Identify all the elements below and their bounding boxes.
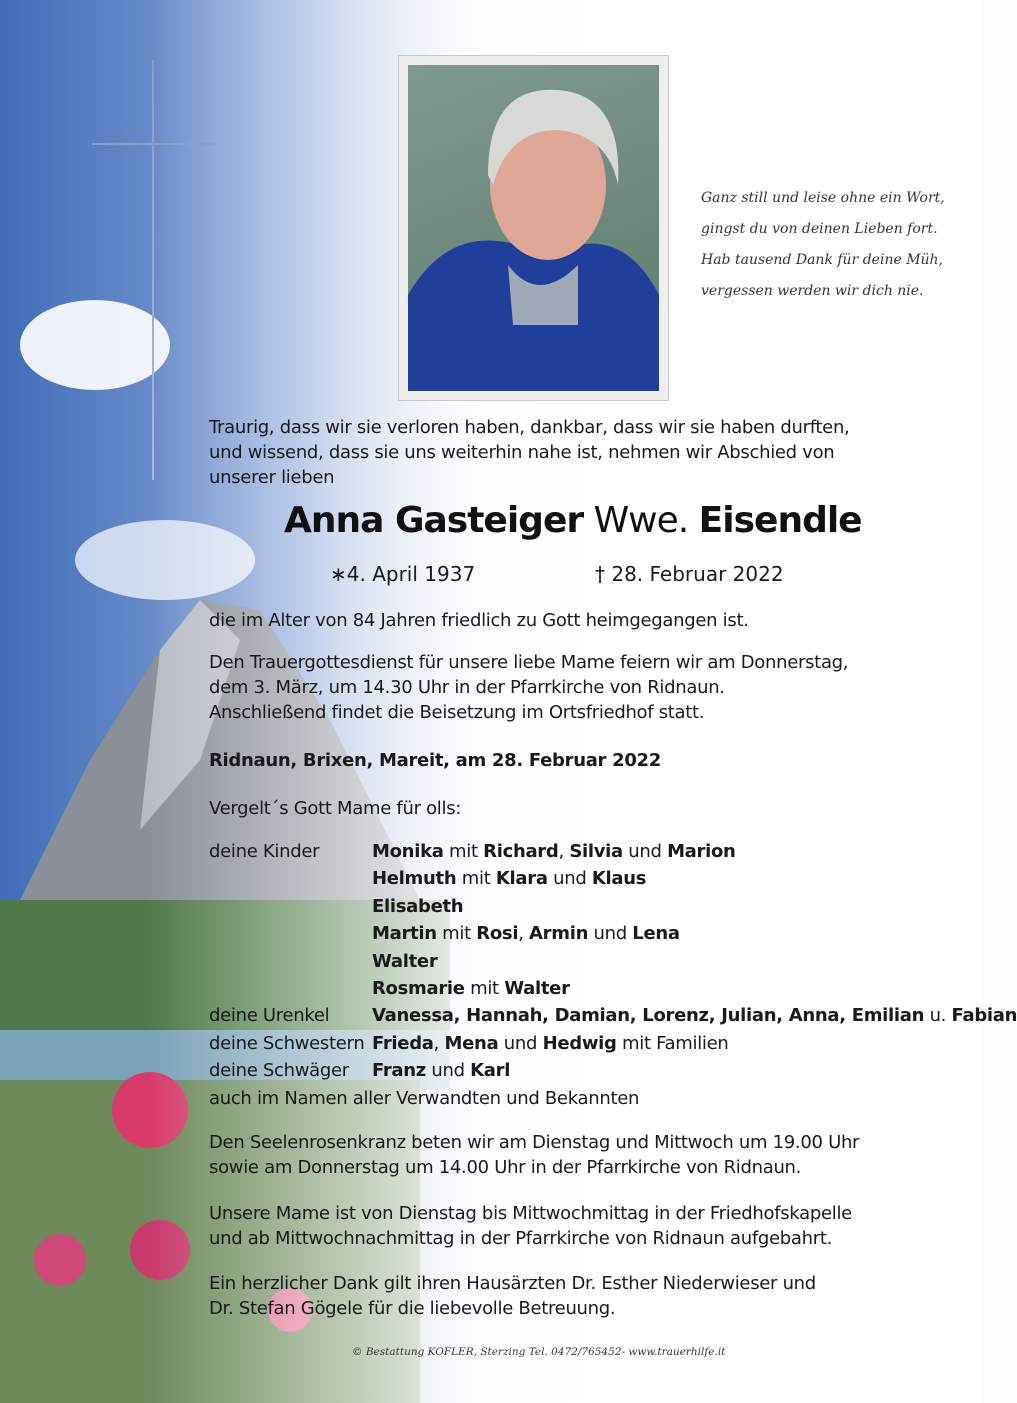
family-member-name: Walter: [372, 950, 438, 972]
portrait-photo-frame: [398, 55, 669, 401]
connector-text: und: [622, 841, 668, 862]
connector-text: mit: [443, 841, 484, 862]
family-row: [209, 1085, 1017, 1112]
family-member-name: Martin: [372, 923, 437, 945]
text-line: Den Seelenrosenkranz beten wir am Dienstag und Mittwoch um 19.00 Uhr: [209, 1132, 860, 1153]
connector-text: mit: [436, 923, 477, 945]
connector-text: und: [547, 868, 592, 890]
funeral-home-footer: © Bestattung KOFLER, Sterzing Tel. 0472/765452- www.trauerhilfe.it: [352, 1346, 726, 1358]
connector-text: ,: [558, 841, 570, 862]
family-row: [209, 1002, 1017, 1029]
text-line: Unsere Mame ist von Dienstag bis Mittwochmittag in der Friedhofskapelle: [209, 1203, 852, 1224]
family-member-name: Karl: [470, 1060, 511, 1082]
family-names: [372, 838, 736, 865]
poem-line: Ganz still und leise ohne ein Wort,: [701, 190, 945, 206]
family-names: [372, 1030, 729, 1057]
family-names: [372, 948, 437, 975]
family-member-name: Rosmarie: [372, 977, 465, 999]
text-line: sowie am Donnerstag um 14.00 Uhr in der Pfarrkirche von Ridnaun.: [209, 1157, 802, 1178]
laying-out-text: [209, 1201, 852, 1251]
place-date: Ridnaun, Brixen, Mareit, am 28. Februar 2022: [209, 750, 661, 771]
death-date: † 28. Februar 2022: [595, 562, 784, 586]
family-member-name: Lena: [632, 923, 680, 945]
age-line: die im Alter von 84 Jahren friedlich zu Gott heimgegangen ist.: [209, 610, 749, 631]
family-row: [209, 948, 1017, 975]
connector-text: mit Familien: [616, 1032, 729, 1054]
family-row: [209, 893, 1017, 920]
family-list: [209, 838, 1017, 1112]
deceased-name: [284, 500, 862, 541]
poem-line: gingst du von deinen Lieben fort.: [701, 221, 938, 237]
family-names: [372, 1057, 510, 1084]
family-names: [372, 920, 680, 947]
family-member-name: Franz: [372, 1060, 426, 1082]
connector-text: u.: [924, 1005, 952, 1027]
service-text: [209, 650, 848, 725]
family-member-name: Klaus: [591, 868, 647, 890]
text-line: unserer lieben: [209, 467, 335, 488]
poem: [701, 183, 945, 307]
name-last: Eisendle: [698, 500, 862, 541]
family-member-name: Frieda: [372, 1032, 434, 1054]
family-relation-label: deine Urenkel: [209, 1005, 330, 1027]
family-relation-label: deine Kinder: [209, 841, 320, 862]
family-member-name: Vanessa, Hannah, Damian, Lorenz, Julian, Anna, Emilian: [372, 1005, 925, 1027]
family-member-name: Silvia: [569, 841, 623, 862]
portrait-photo: [408, 65, 659, 391]
family-relation-label: [209, 948, 372, 975]
family-member-name: Rosi: [476, 923, 519, 945]
family-names: [372, 975, 570, 1002]
connector-text: und: [588, 923, 633, 945]
thanks-intro: Vergelt´s Gott Mame für olls:: [209, 798, 462, 819]
family-relation-label: [209, 975, 372, 1002]
family-relation-label: [209, 920, 372, 947]
connector-text: mit: [464, 977, 505, 999]
name-first: Anna Gasteiger: [284, 500, 584, 541]
cross-icon: [152, 60, 154, 480]
connector-text: ,: [433, 1032, 445, 1054]
connector-text: und: [498, 1032, 543, 1054]
name-widow: Wwe.: [593, 500, 689, 541]
family-row: [209, 838, 1017, 865]
text-line: und wissend, dass sie uns weiterhin nahe ist, nehmen wir Abschied von: [209, 442, 835, 463]
family-member-name: Klara: [495, 868, 548, 890]
rosary-text: [209, 1130, 859, 1180]
poem-line: vergessen werden wir dich nie.: [701, 283, 924, 299]
connector-text: ,: [518, 923, 530, 945]
text-line: Dr. Stefan Gögele für die liebevolle Betreuung.: [209, 1298, 616, 1319]
family-relation-label: auch im Namen aller Verwandten und Bekannten: [209, 1087, 640, 1109]
family-row: [209, 865, 1017, 892]
connector-text: und: [425, 1060, 471, 1082]
family-row: [209, 920, 1017, 947]
text-line: dem 3. März, um 14.30 Uhr in der Pfarrkirche von Ridnaun.: [209, 677, 725, 698]
text-line: Anschließend findet die Beisetzung im Ortsfriedhof statt.: [209, 702, 705, 723]
family-member-name: Mena: [444, 1032, 499, 1054]
family-member-name: Fabian: [951, 1005, 1017, 1027]
family-names: [372, 893, 463, 920]
birth-date: ∗4. April 1937: [330, 562, 476, 586]
doctors-thanks-text: [209, 1271, 816, 1321]
family-member-name: Walter: [504, 977, 570, 999]
family-relation-label: deine Schwestern: [209, 1032, 365, 1054]
family-member-name: Elisabeth: [372, 895, 464, 917]
connector-text: mit: [456, 868, 496, 890]
family-row: [209, 1030, 1017, 1057]
poem-line: Hab tausend Dank für deine Müh,: [701, 252, 944, 268]
family-relation-label: deine Schwäger: [209, 1060, 349, 1082]
cross-icon-bar: [92, 143, 214, 145]
family-member-name: Monika: [372, 841, 444, 862]
family-relation-label: [209, 865, 372, 892]
family-row: [209, 1057, 1017, 1084]
family-relation-label: [209, 893, 372, 920]
family-names: [372, 1002, 1017, 1029]
text-line: und ab Mittwochnachmittag in der Pfarrkirche von Ridnaun aufgebahrt.: [209, 1228, 833, 1249]
family-names: [372, 865, 646, 892]
family-member-name: Helmuth: [372, 868, 457, 890]
text-line: Traurig, dass wir sie verloren haben, dankbar, dass wir sie haben durften,: [209, 417, 850, 438]
family-member-name: Marion: [667, 841, 736, 862]
family-member-name: Armin: [529, 923, 589, 945]
family-row: [209, 975, 1017, 1002]
family-member-name: Richard: [483, 841, 559, 862]
text-line: Ein herzlicher Dank gilt ihren Hausärzten Dr. Esther Niederwieser und: [209, 1273, 816, 1294]
intro-text: [209, 415, 849, 490]
text-line: Den Trauergottesdienst für unsere liebe Mame feiern wir am Donnerstag,: [209, 652, 849, 673]
family-member-name: Hedwig: [542, 1032, 617, 1054]
